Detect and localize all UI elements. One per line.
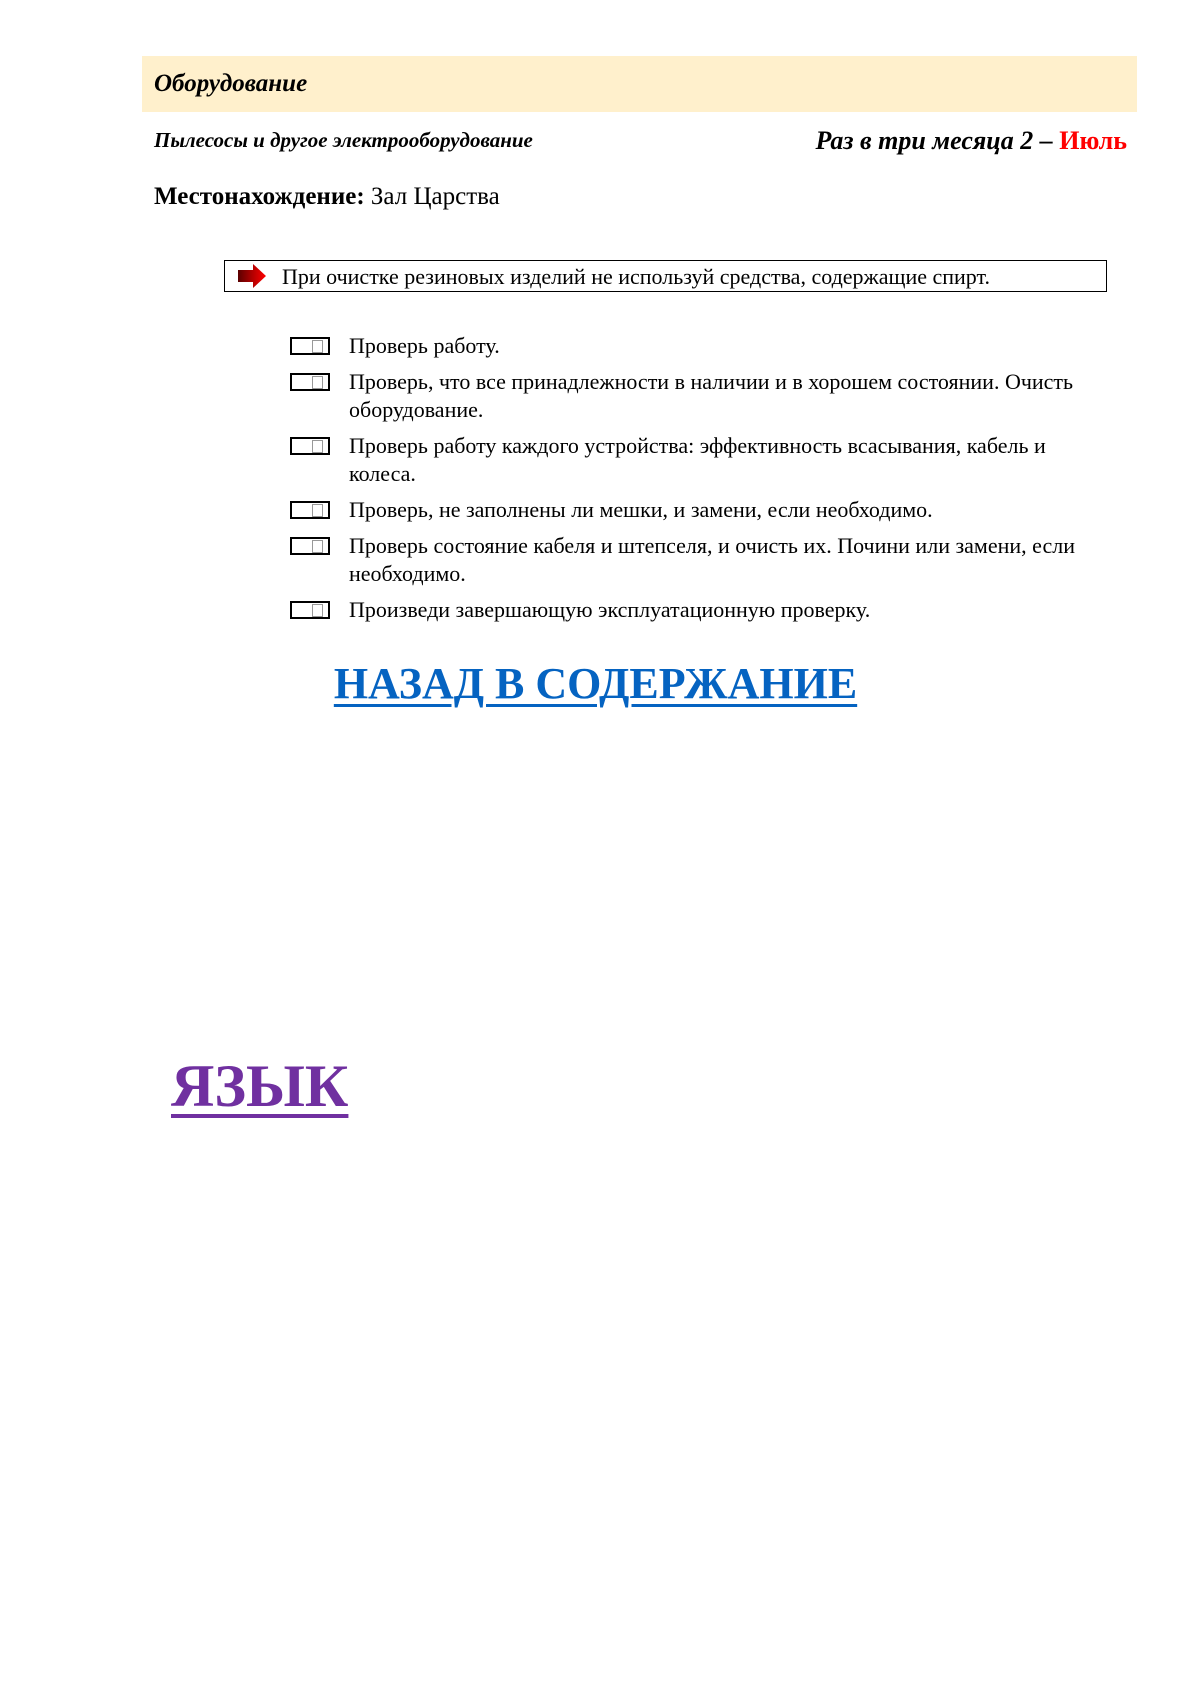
- checklist-item-text: Проверь, не заполнены ли мешки, и замени, если необходимо.: [349, 497, 933, 522]
- checkbox[interactable]: [290, 437, 330, 455]
- checkbox[interactable]: [290, 537, 330, 555]
- section-title: Оборудование: [154, 70, 308, 97]
- section-banner: [142, 56, 1137, 112]
- checklist-item: [290, 496, 1110, 524]
- frequency-month: Июль: [1059, 126, 1127, 155]
- checkbox-inner-icon: [312, 340, 323, 353]
- location-line: [154, 183, 500, 211]
- maintenance-frequency: [815, 126, 1127, 156]
- checklist-item-text: Проверь работу каждого устройства: эффективность всасывания, кабель и колеса.: [349, 433, 1046, 486]
- maintenance-checklist: [290, 332, 1110, 632]
- checklist-item-text: Проверь, что все принадлежности в наличии и в хорошем состоянии. Очисть оборудование.: [349, 369, 1074, 422]
- warning-note: [224, 260, 1107, 292]
- checklist-item: [290, 532, 1110, 588]
- checklist-item: [290, 368, 1110, 424]
- checklist-item-text: Произведи завершающую эксплуатационную проверку.: [349, 597, 871, 622]
- warning-text: При очистке резиновых изделий не используй средства, содержащие спирт.: [282, 264, 990, 289]
- red-arrow-right-icon: [238, 264, 268, 288]
- checklist-item-text: Проверь работу.: [349, 333, 500, 358]
- checkbox[interactable]: [290, 601, 330, 619]
- checkbox[interactable]: [290, 373, 330, 391]
- language-link[interactable]: ЯЗЫК: [171, 1053, 349, 1119]
- checkbox-inner-icon: [312, 604, 323, 617]
- checklist-item: [290, 332, 1110, 360]
- frequency-text: Раз в три месяца 2 –: [815, 126, 1060, 155]
- checkbox-inner-icon: [312, 540, 323, 553]
- back-to-contents-container: [0, 658, 1191, 709]
- checkbox-inner-icon: [312, 440, 323, 453]
- equipment-subtitle: Пылесосы и другое электрооборудование: [154, 128, 533, 152]
- location-label: Местонахождение:: [154, 183, 365, 210]
- back-to-contents-link[interactable]: НАЗАД В СОДЕРЖАНИЕ: [333, 659, 858, 708]
- checkbox[interactable]: [290, 501, 330, 519]
- checkbox-inner-icon: [312, 376, 323, 389]
- checklist-item-text: Проверь состояние кабеля и штепселя, и очисть их. Почини или замени, если необходимо.: [349, 533, 1075, 586]
- location-value: Зал Царства: [364, 183, 500, 210]
- checkbox-inner-icon: [312, 504, 323, 517]
- checklist-item: [290, 432, 1110, 488]
- language-link-container: [171, 1052, 348, 1121]
- checkbox[interactable]: [290, 337, 330, 355]
- checklist-item: [290, 596, 1110, 624]
